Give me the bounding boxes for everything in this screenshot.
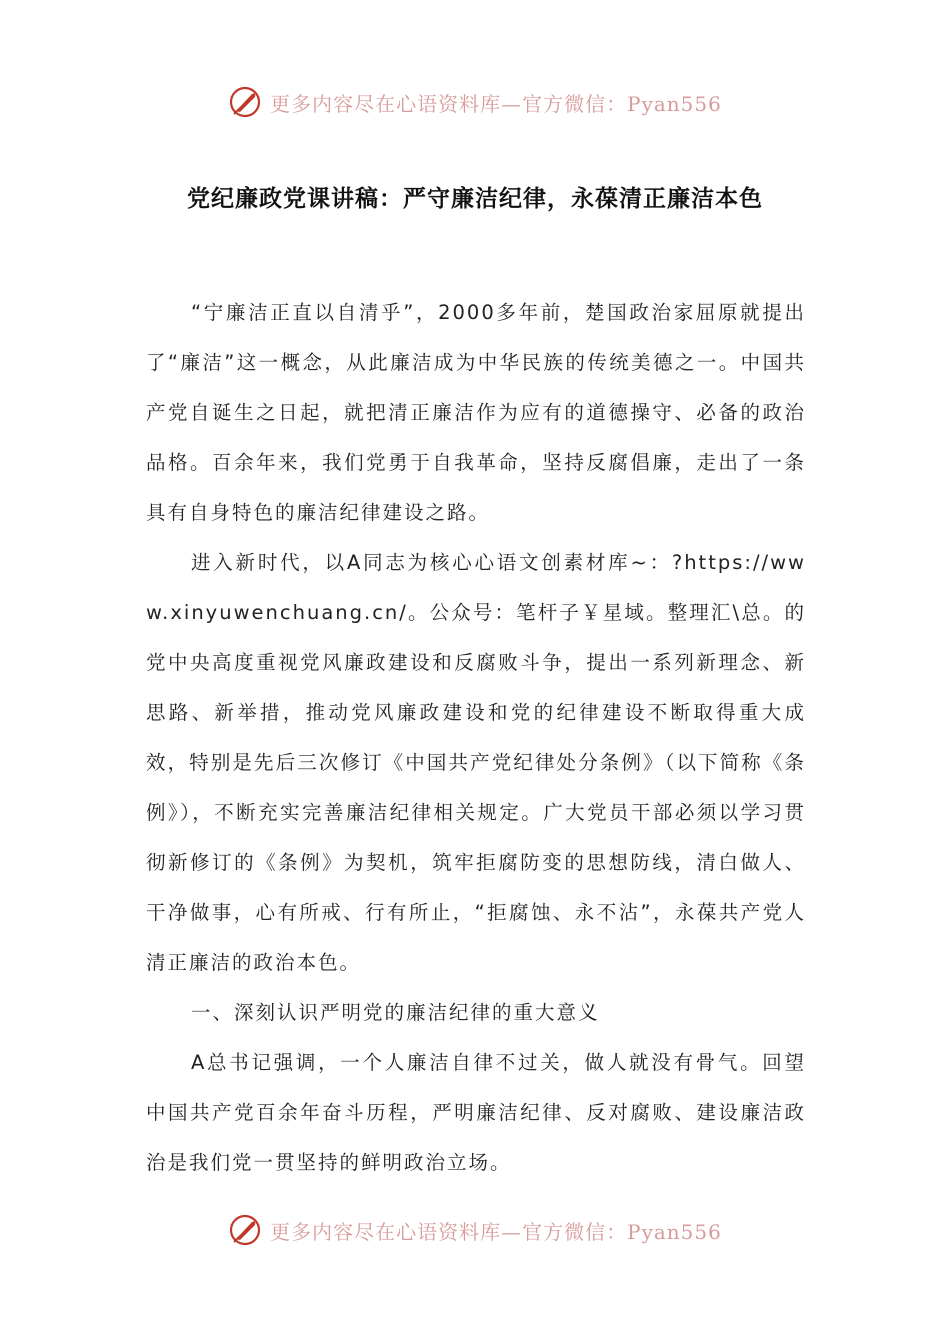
- body-paragraph: “宁廉洁正直以自清乎”，2000多年前，楚国政治家屈原就提出了“廉洁”这一概念，从此廉洁成为中华民族的传统美德之一。中国共产党自诞生之日起，就把清正廉洁作为应有的道德操守、必备的政治品格。百余年来，我们党勇于自我革命，坚持反腐倡廉，走出了一条具有自身特色的廉洁纪律建设之路。: [146, 301, 806, 524]
- section-heading: 一、深刻认识严明党的廉洁纪律的重大意义: [191, 1001, 600, 1024]
- quill-pen-logo-icon: [228, 1213, 262, 1247]
- header-banner-text: 更多内容尽在心语资料库—官方微信：Pyan556: [270, 91, 722, 116]
- body-paragraph: A总书记强调，一个人廉洁自律不过关，做人就没有骨气。回望中国共产党百余年奋斗历程，严明廉洁纪律、反对腐败、建设廉洁政治是我们党一贯坚持的鲜明政治立场。: [146, 1051, 806, 1174]
- header-watermark-banner: [0, 82, 950, 122]
- document-title: 党纪廉政党课讲稿：严守廉洁纪律，永葆清正廉洁本色: [187, 185, 763, 212]
- quill-pen-logo-icon: [228, 85, 262, 119]
- body-paragraph: 进入新时代，以A同志为核心心语文创素材库~：?https://www.xinyuwenchuang.cn/。公众号：笔杆子￥星域。整理汇\总。的党中央高度重视党风廉政建设和反腐败斗争，提出一系列新理念、新思路、新举措，推动党风廉政建设和党的纪律建设不断取得重大成效，特别是先后三次修订《中国共产党纪律处分条例》（以下简称《条例》），不断充实完善廉洁纪律相关规定。广大党员干部必须以学习贯彻新修订的《条例》为契机，筑牢拒腐防变的思想防线，清白做人、干净做事，心有所戒、行有所止，“拒腐蚀、永不沾”，永葆共产党人清正廉洁的政治本色。: [146, 551, 806, 974]
- document-body: [146, 288, 806, 1188]
- footer-banner-text: 更多内容尽在心语资料库—官方微信：Pyan556: [270, 1219, 722, 1244]
- footer-watermark-banner: [0, 1210, 950, 1250]
